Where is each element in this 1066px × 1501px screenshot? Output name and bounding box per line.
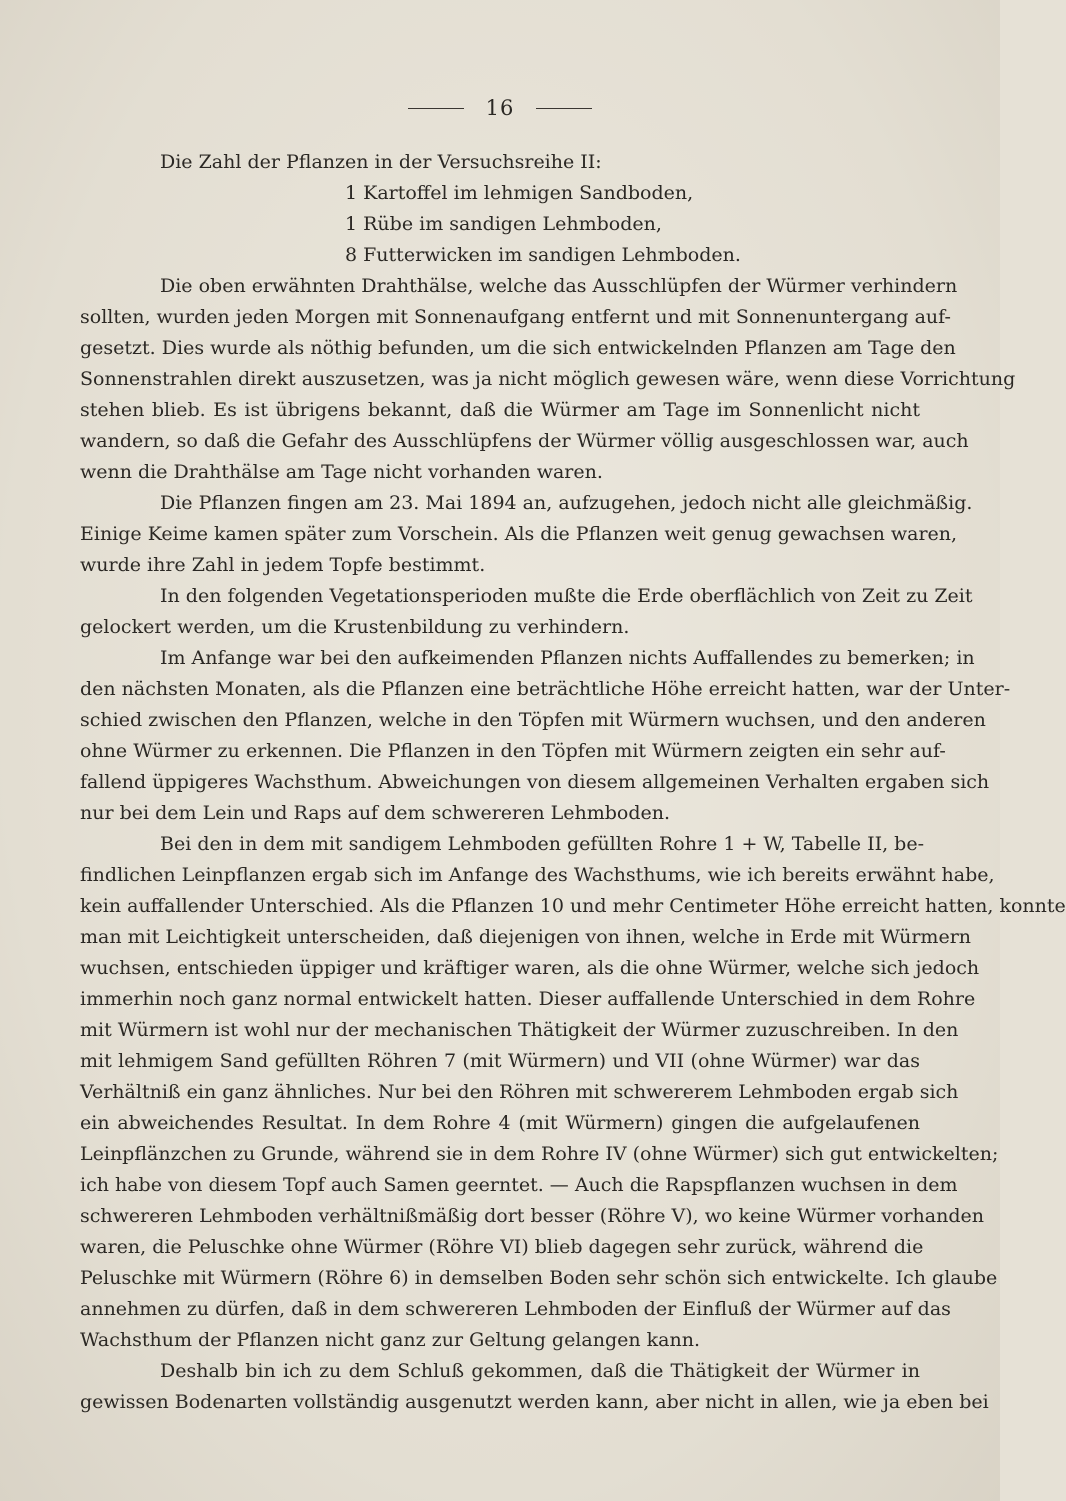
text-line: sollten, wurden jeden Morgen mit Sonnenaufgang entfernt und mit Sonnenuntergang auf- [80, 306, 951, 328]
text-line: wuchsen, entschieden üppiger und kräftiger waren, als die ohne Würmer, welche sich jedoch [80, 957, 980, 979]
text-line: annehmen zu dürfen, daß in dem schwereren Lehmboden der Einfluß der Würmer auf das [80, 1298, 951, 1320]
text-line: mit lehmigem Sand gefüllten Röhren 7 (mit Würmern) und VII (ohne Würmer) war das [80, 1050, 920, 1072]
page-body [80, 147, 1066, 1418]
text-line: ein abweichendes Resultat. In dem Rohre 4 (mit Würmern) gingen die aufgelaufenen [80, 1112, 920, 1134]
text-line: In den folgenden Vegetationsperioden mußte die Erde oberflächlich von Zeit zu Zeit [160, 585, 973, 607]
text-line: 1 Kartoffel im lehmigen Sandboden, [345, 182, 694, 204]
text-line: Leinpflänzchen zu Grunde, während sie in dem Rohre IV (ohne Würmer) sich gut entwickelten; [80, 1143, 999, 1165]
text-line: Die oben erwähnten Drahthälse, welche das Ausschlüpfen der Würmer verhindern [160, 275, 958, 297]
text-line: man mit Leichtigkeit unterscheiden, daß diejenigen von ihnen, welche in Erde mit Würmern [80, 926, 972, 948]
text-line: Einige Keime kamen später zum Vorschein. Als die Pflanzen weit genug gewachsen waren, [80, 523, 958, 545]
text-line: schied zwischen den Pflanzen, welche in den Töpfen mit Würmern wuchsen, und den anderen [80, 709, 986, 731]
text-line: immerhin noch ganz normal entwickelt hatten. Dieser auffallende Unterschied in dem Rohre [80, 988, 976, 1010]
text-line: nur bei dem Lein und Raps auf dem schwereren Lehmboden. [80, 802, 671, 824]
text-line: Die Pflanzen fingen am 23. Mai 1894 an, aufzugehen, jedoch nicht alle gleichmäßig. [160, 492, 973, 514]
text-line: stehen blieb. Es ist übrigens bekannt, daß die Würmer am Tage im Sonnenlicht nicht [80, 399, 920, 421]
text-line: den nächsten Monaten, als die Pflanzen eine beträchtliche Höhe erreicht hatten, war der Unter- [80, 678, 1011, 700]
text-line: Verhältniß ein ganz ähnliches. Nur bei den Röhren mit schwererem Lehmboden ergab sich [80, 1081, 959, 1103]
text-line: Sonnenstrahlen direkt auszusetzen, was ja nicht möglich gewesen wäre, wenn diese Vorrichtung [80, 368, 1016, 390]
text-line: waren, die Peluschke ohne Würmer (Röhre VI) blieb dagegen sehr zurück, während die [80, 1236, 924, 1258]
text-line: mit Würmern ist wohl nur der mechanischen Thätigkeit der Würmer zuzuschreiben. In den [80, 1019, 959, 1041]
text-line: wenn die Drahthälse am Tage nicht vorhanden waren. [80, 461, 603, 483]
text-line: kein auffallender Unterschied. Als die Pflanzen 10 und mehr Centimeter Höhe erreicht hatten, konnte [80, 895, 1066, 917]
page-header [0, 96, 1000, 120]
text-line: Im Anfange war bei den aufkeimenden Pflanzen nichts Auffallendes zu bemerken; in [160, 647, 975, 669]
text-line: wurde ihre Zahl in jedem Topfe bestimmt. [80, 554, 486, 576]
text-line: gewissen Bodenarten vollständig ausgenutzt werden kann, aber nicht in allen, wie ja eben bei [80, 1391, 989, 1413]
text-line: Peluschke mit Würmern (Röhre 6) in demselben Boden sehr schön sich entwickelte. Ich glaube [80, 1267, 998, 1289]
text-line: gesetzt. Dies wurde als nöthig befunden, um die sich entwickelnden Pflanzen am Tage den [80, 337, 956, 359]
text-line: fallend üppigeres Wachsthum. Abweichungen von diesem allgemeinen Verhalten ergaben sich [80, 771, 990, 793]
text-line: ich habe von diesem Topf auch Samen geerntet. — Auch die Rapspflanzen wuchsen in dem [80, 1174, 958, 1196]
text-line: Bei den in dem mit sandigem Lehmboden gefüllten Rohre 1 + W, Tabelle II, be- [160, 833, 924, 855]
text-line: ohne Würmer zu erkennen. Die Pflanzen in den Töpfen mit Würmern zeigten ein sehr auf- [80, 740, 946, 762]
page-number: 16 [485, 96, 515, 120]
text-line: gelockert werden, um die Krustenbildung zu verhindern. [80, 616, 630, 638]
text-line: schwereren Lehmboden verhältnißmäßig dort besser (Röhre V), wo keine Würmer vorhanden [80, 1205, 984, 1227]
header-rule-right [536, 108, 592, 109]
text-line: wandern, so daß die Gefahr des Ausschlüpfens der Würmer völlig ausgeschlossen war, auch [80, 430, 969, 452]
text-line: Die Zahl der Pflanzen in der Versuchsreihe II: [160, 151, 602, 173]
header-rule-left [408, 108, 464, 109]
text-line: Wachsthum der Pflanzen nicht ganz zur Geltung gelangen kann. [80, 1329, 700, 1351]
text-line: findlichen Leinpflanzen ergab sich im Anfange des Wachsthums, wie ich bereits erwähnt habe, [80, 864, 995, 886]
text-line: Deshalb bin ich zu dem Schluß gekommen, daß die Thätigkeit der Würmer in [160, 1360, 920, 1382]
text-line: 8 Futterwicken im sandigen Lehmboden. [345, 244, 741, 266]
text-line: 1 Rübe im sandigen Lehmboden, [345, 213, 662, 235]
